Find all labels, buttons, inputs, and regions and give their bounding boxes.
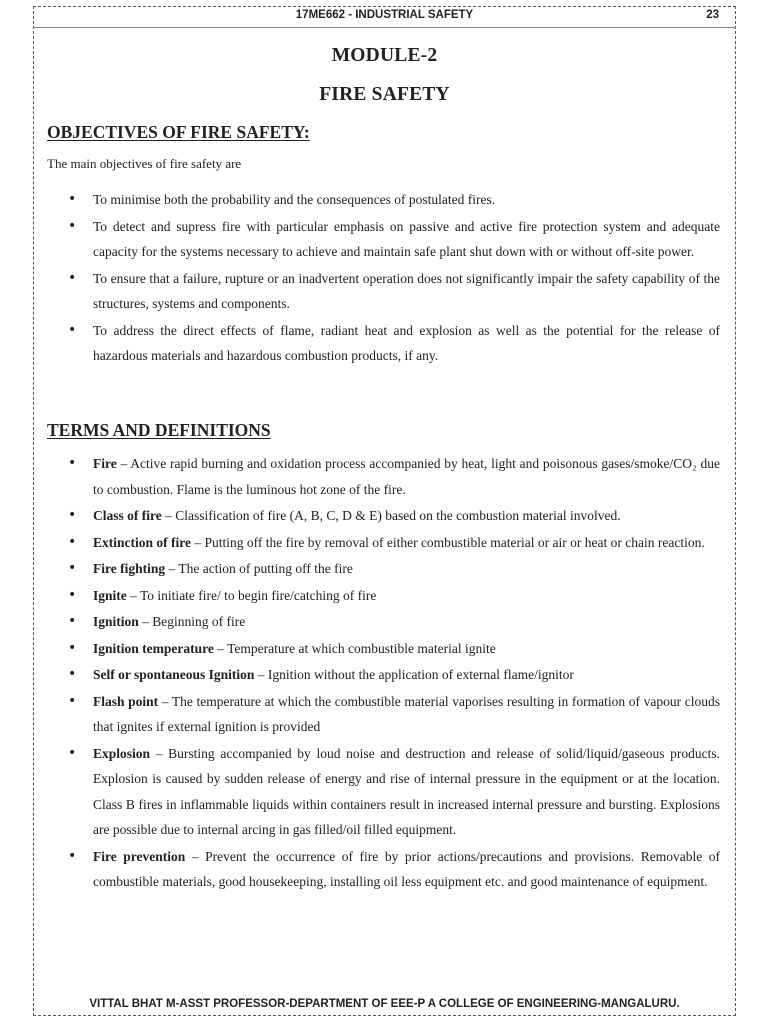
term: Ignition: [93, 614, 139, 629]
objectives-list: [47, 187, 720, 370]
list-item: [47, 503, 720, 529]
page-number: 23: [706, 9, 719, 21]
term: Ignition temperature: [93, 640, 214, 656]
term: Class of fire: [93, 508, 162, 523]
objectives-heading: OBJECTIVES OF FIRE SAFETY:: [47, 122, 310, 142]
definition: – Classification of fire (A, B, C, D & E) based on the combustion material involved.: [161, 508, 621, 523]
term: Ignite: [93, 587, 127, 603]
list-item: [47, 556, 720, 582]
definition: – Temperature at which combustible material ignite: [213, 640, 496, 656]
page-footer: VITTAL BHAT M-ASST PROFESSOR-DEPARTMENT OF EEE-P A COLLEGE OF ENGINEERING-MANGALURU.: [89, 998, 680, 1010]
list-item: [47, 689, 720, 740]
header-rule: [33, 27, 736, 28]
list-item: [47, 741, 720, 843]
definition: – Bursting accompanied by loud noise and destruction and release of solid/liquid/gaseous products. Explosion is caused by sudden release of energy and rise of internal pressure in the equipment or at the location. Class B fires in inflammable liquids within containers result in increased internal pressure and bursting. Explosions are possible due to internal arcing in gas filled/oil filled equipment.: [93, 745, 720, 837]
definition: – The action of putting off the fire: [165, 561, 353, 576]
term: Flash point: [93, 693, 159, 709]
definition: – Beginning of fire: [138, 614, 246, 629]
list-item: [47, 609, 720, 635]
definition: – Active rapid burning and oxidation process accompanied by heat, light and poisonous gases/smoke/CO₂ due to combustion. Flame is the luminous hot zone of the fire.: [93, 456, 720, 497]
term: Fire fighting: [93, 561, 166, 576]
list-item: • To detect and supress fire with particular emphasis on passive and active fire protection system and adequate capacity for the systems necessary to achieve and maintain safe plant shut down with or without off-site power.: [47, 214, 720, 265]
running-header: [33, 9, 736, 27]
term: Explosion: [93, 745, 151, 761]
definition: – To initiate fire/ to begin fire/catching of fire: [126, 587, 377, 603]
list-item: [47, 530, 720, 556]
module-subtitle: FIRE SAFETY: [319, 84, 450, 105]
list-item: [47, 451, 720, 502]
list-item: [47, 844, 720, 895]
list-item: • To minimise both the probability and the consequences of postulated fires.: [47, 187, 720, 213]
terms-list: [47, 451, 720, 896]
course-title: 17ME662 - INDUSTRIAL SAFETY: [295, 9, 474, 21]
definition: – The temperature at which the combustible material vaporises resulting in formation of vapour clouds that ignites if external ignition is provided: [93, 693, 720, 734]
definition: – Ignition without the application of external flame/ignitor: [254, 667, 574, 682]
list-item: [47, 583, 720, 609]
list-item: [47, 636, 720, 662]
objectives-intro: The main objectives of fire safety are: [47, 156, 242, 171]
term: Self or spontaneous Ignition: [93, 667, 255, 682]
list-item: [47, 662, 720, 688]
term: Fire prevention: [93, 848, 186, 864]
term: Fire: [93, 456, 117, 471]
list-item: • To address the direct effects of flame, radiant heat and explosion as well as the potential for the release of hazardous materials and hazardous combustion products, if any.: [47, 318, 720, 369]
definition: – Putting off the fire by removal of either combustible material or air or heat or chain reaction.: [191, 534, 705, 550]
list-item: • To ensure that a failure, rupture or an inadvertent operation does not significantly impair the safety capability of the structures, systems and components.: [47, 266, 720, 317]
module-title: MODULE-2: [331, 45, 438, 66]
terms-heading: TERMS AND DEFINITIONS: [47, 420, 271, 440]
term: Extinction of fire: [93, 534, 191, 550]
definition: – Prevent the occurrence of fire by prior actions/precautions and provisions. Removable of combustible materials, good housekeeping, installing oil less equipment etc. and good maintenance of equipment.: [93, 848, 720, 889]
